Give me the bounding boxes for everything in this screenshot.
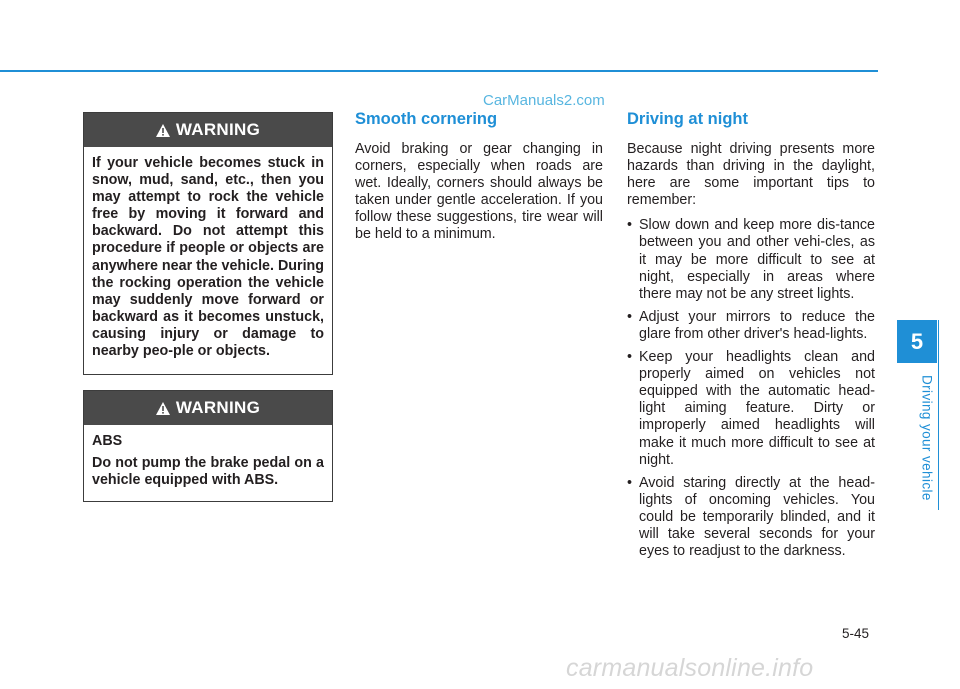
section-body: Avoid braking or gear changing in corners, especially when roads are wet. Ideally, corners should always be taken under gentle acceleration. If you follow these suggestions, tire wear will be held to a minimum.	[355, 141, 603, 243]
warning-triangle-icon	[156, 124, 170, 137]
list-item: • Avoid staring directly at the head-lights of oncoming vehicles. You could be temporarily blinded, and it will take several seconds for your eyes to readjust to the darkness.	[627, 475, 875, 560]
warning-label: WARNING	[175, 398, 261, 417]
chapter-title-text: Driving your vehicle	[919, 375, 935, 501]
section-smooth-cornering	[355, 110, 603, 244]
chapter-side-rule	[938, 320, 939, 510]
chapter-title	[917, 375, 937, 525]
list-item: • Adjust your mirrors to reduce the glare from other driver's head-lights.	[627, 309, 875, 343]
section-heading: Driving at night	[627, 110, 748, 128]
warning-text: If your vehicle becomes stuck in snow, mud, sand, etc., then you may attempt to rock the vehicle free by moving it forward and backward. Do not attempt this procedure if people or objects are anywhere near the vehicle. During the rocking operation the vehicle may suddenly move forward or backward as it becomes unstuck, causing injury or damage to nearby peo-ple or objects.	[92, 155, 325, 360]
list-item: • Slow down and keep more dis-tance between you and other vehi-cles, as it may be more difficult to see at night, especially in areas where there may not be any street lights.	[627, 217, 875, 302]
tips-list	[627, 217, 875, 560]
warning-box-rocking	[83, 112, 333, 375]
list-item: • Keep your headlights clean and properly aimed on vehicles not equipped with the automatic head-light aiming feature. Dirty or improperly aimed headlights will make it much more difficult to see at night.	[627, 349, 875, 469]
warning-body	[84, 147, 332, 368]
watermark-top: CarManuals2.com	[483, 92, 605, 109]
top-rule	[0, 70, 878, 72]
warning-header	[84, 391, 332, 425]
warning-text: Do not pump the brake pedal on a vehicle equipped with ABS.	[92, 455, 324, 489]
section-intro: Because night driving presents more hazards than driving in the daylight, here are some important tips to remember:	[627, 141, 875, 209]
chapter-number-tab: 5	[897, 320, 937, 363]
section-driving-at-night	[627, 110, 875, 566]
page-number: 5-45	[842, 626, 870, 641]
section-heading: Smooth cornering	[355, 110, 498, 128]
watermark-bottom: carmanualsonline.info	[566, 654, 814, 682]
warning-header	[84, 113, 332, 147]
warning-title: ABS	[92, 433, 123, 449]
warning-body	[84, 425, 332, 497]
warning-triangle-icon	[156, 402, 170, 415]
warning-box-abs	[83, 390, 333, 502]
warning-label: WARNING	[175, 120, 261, 139]
